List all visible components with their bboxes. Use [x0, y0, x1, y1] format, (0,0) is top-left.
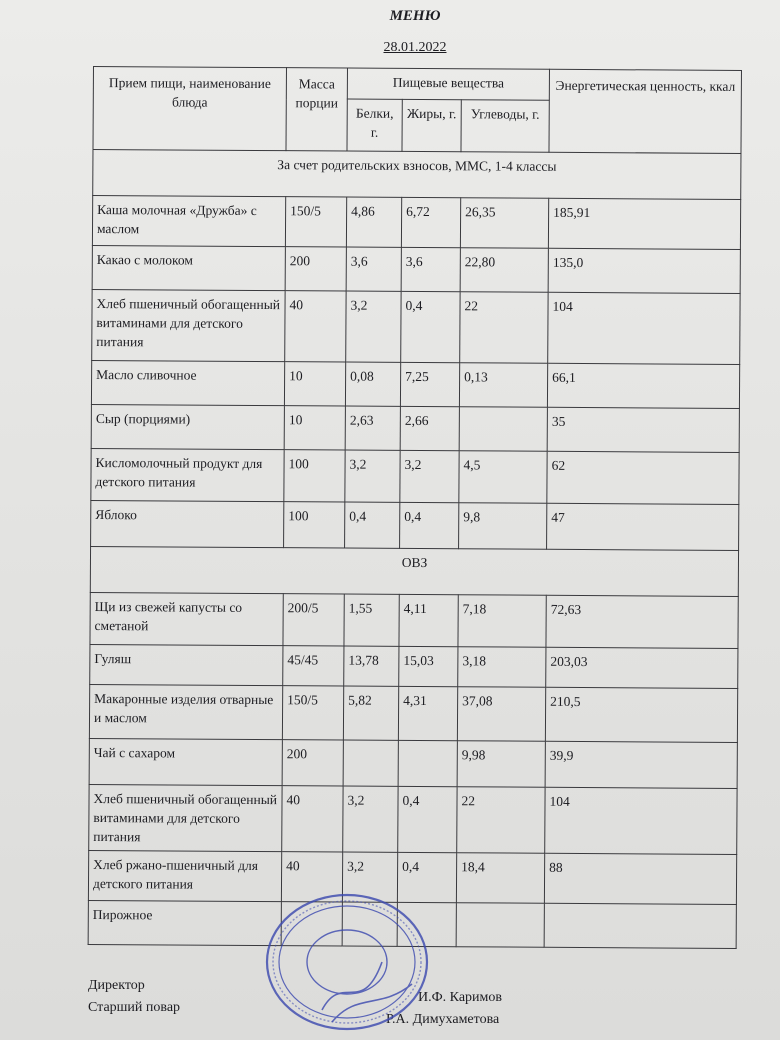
cell-mass: 45/45 — [283, 646, 344, 686]
director-name: И.Ф. Каримов — [418, 990, 502, 1005]
section-row — [90, 546, 738, 596]
cell-fat — [398, 740, 457, 786]
table-row — [92, 196, 740, 250]
cell-carbs: 3,18 — [458, 647, 546, 688]
header-fat: Жиры, г. — [402, 99, 461, 151]
cell-energy: 104 — [548, 292, 740, 364]
cell-protein: 4,86 — [346, 197, 401, 247]
cell-fat: 6,72 — [401, 197, 460, 247]
cell-protein: 3,2 — [342, 852, 397, 902]
cell-protein: 5,82 — [343, 686, 398, 740]
cell-energy: 210,5 — [545, 687, 737, 742]
cell-name: Макаронные изделия отварные и маслом — [89, 684, 282, 739]
cell-mass: 10 — [284, 362, 345, 406]
table-row — [90, 644, 738, 688]
cell-energy: 39,9 — [545, 741, 737, 788]
header-carbs: Углеводы, г. — [461, 100, 549, 153]
cell-fat: 4,31 — [398, 686, 457, 740]
cell-fat: 7,25 — [400, 362, 459, 406]
document-title: МЕНЮ — [389, 8, 441, 24]
cell-energy: 35 — [547, 407, 739, 452]
cell-carbs — [456, 903, 544, 948]
cell-carbs — [459, 407, 547, 452]
cell-fat: 0,4 — [401, 291, 460, 362]
table-row — [91, 360, 739, 408]
cell-energy: 185,91 — [548, 198, 740, 249]
cell-name: Какао с молоком — [92, 245, 285, 290]
cell-energy: 203,03 — [546, 647, 738, 688]
cell-mass: 40 — [281, 852, 342, 902]
director-label: Директор — [88, 978, 145, 993]
cell-energy: 88 — [544, 853, 736, 904]
cell-carbs: 9,98 — [457, 741, 545, 788]
section-title: ОВЗ — [90, 546, 738, 596]
section-row — [93, 150, 741, 200]
table-row — [90, 592, 738, 648]
cell-fat: 2,66 — [400, 406, 459, 450]
cell-carbs: 4,5 — [459, 451, 547, 504]
cell-energy: 62 — [547, 451, 739, 504]
cell-carbs: 37,08 — [457, 687, 545, 742]
cell-mass: 200 — [285, 247, 346, 291]
cell-fat: 0,4 — [397, 852, 456, 902]
cell-mass: 100 — [284, 450, 345, 502]
cell-name: Хлеб пшеничный обогащенный витаминами для детского питания — [92, 289, 285, 361]
table-row — [89, 684, 737, 742]
cell-name: Чай с сахаром — [89, 738, 282, 785]
cell-protein: 3,2 — [345, 450, 400, 502]
cell-protein: 2,63 — [345, 406, 400, 450]
header-dish: Прием пищи, наименование блюда — [93, 67, 287, 151]
cell-carbs: 22 — [460, 292, 548, 364]
cell-name: Масло сливочное — [91, 360, 284, 405]
cell-protein: 0,08 — [345, 362, 400, 406]
cell-mass: 150/5 — [285, 197, 346, 247]
cell-protein: 0,4 — [345, 502, 400, 548]
cell-name: Кисломолочный продукт для детского питания — [91, 448, 284, 501]
cell-carbs: 26,35 — [460, 198, 548, 249]
cell-carbs: 7,18 — [458, 595, 546, 648]
cell-fat: 0,4 — [398, 786, 457, 852]
cell-energy: 72,63 — [546, 595, 738, 648]
section-title: За счет родительских взносов, ММС, 1-4 классы — [93, 150, 741, 200]
cell-mass: 40 — [282, 786, 343, 852]
cell-protein: 1,55 — [344, 594, 399, 646]
cell-name: Хлеб пшеничный обогащенный витаминами для детского питания — [89, 784, 282, 851]
cell-fat: 15,03 — [399, 646, 458, 686]
header-nutrients: Пищевые вещества — [347, 68, 549, 100]
cell-fat: 3,6 — [401, 247, 460, 291]
cook-label: Старший повар — [88, 1000, 181, 1015]
header-energy: Энергетическая ценность, ккал — [549, 69, 742, 153]
table-row — [92, 245, 740, 293]
cell-protein: 3,2 — [343, 786, 398, 852]
cell-name: Гуляш — [90, 644, 283, 685]
cell-fat: 0,4 — [400, 502, 459, 548]
table-row — [89, 738, 737, 788]
cell-carbs: 9,8 — [459, 503, 547, 550]
header-row — [93, 67, 741, 102]
cell-name: Щи из свежей капусты со сметаной — [90, 592, 283, 645]
table-row — [91, 448, 739, 504]
table-row — [91, 404, 739, 452]
cell-carbs: 0,13 — [459, 363, 547, 408]
table-row — [92, 289, 740, 364]
cell-carbs: 18,4 — [456, 853, 544, 904]
cell-name: Каша молочная «Дружба» с маслом — [92, 196, 285, 247]
cell-mass: 150/5 — [282, 686, 343, 740]
cell-energy — [544, 903, 736, 948]
cell-protein: 3,2 — [346, 291, 401, 362]
table-row — [91, 500, 739, 550]
cell-energy: 104 — [545, 787, 737, 854]
document-date: 28.01.2022 — [383, 40, 447, 55]
cell-protein — [343, 740, 398, 786]
cell-energy: 135,0 — [548, 248, 740, 293]
menu-table-body — [88, 67, 741, 949]
cell-mass: 40 — [285, 291, 346, 362]
cell-energy: 66,1 — [547, 363, 739, 408]
cell-mass: 200/5 — [283, 594, 344, 646]
cell-mass: 10 — [284, 406, 345, 450]
cell-protein: 3,6 — [346, 247, 401, 291]
cell-carbs: 22 — [457, 787, 545, 854]
cell-name: Пирожное — [88, 900, 281, 945]
cell-name: Сыр (порциями) — [91, 404, 284, 449]
official-stamp-seal — [262, 892, 432, 1032]
header-mass: Масса порции — [286, 68, 348, 151]
cell-carbs: 22,80 — [460, 248, 548, 293]
menu-table — [88, 66, 742, 949]
cell-fat: 4,11 — [399, 594, 458, 646]
cell-name: Хлеб ржано-пшеничный для детского питания — [88, 850, 281, 901]
table-row — [89, 784, 737, 854]
cell-protein: 13,78 — [344, 646, 399, 686]
cell-energy: 47 — [547, 503, 739, 550]
cell-mass: 100 — [284, 502, 345, 548]
cell-mass: 200 — [282, 740, 343, 786]
cook-name: Р.А. Димухаметова — [386, 1012, 500, 1027]
cell-fat: 3,2 — [400, 450, 459, 502]
cell-name: Яблоко — [91, 500, 284, 547]
header-protein: Белки, г. — [347, 99, 402, 151]
